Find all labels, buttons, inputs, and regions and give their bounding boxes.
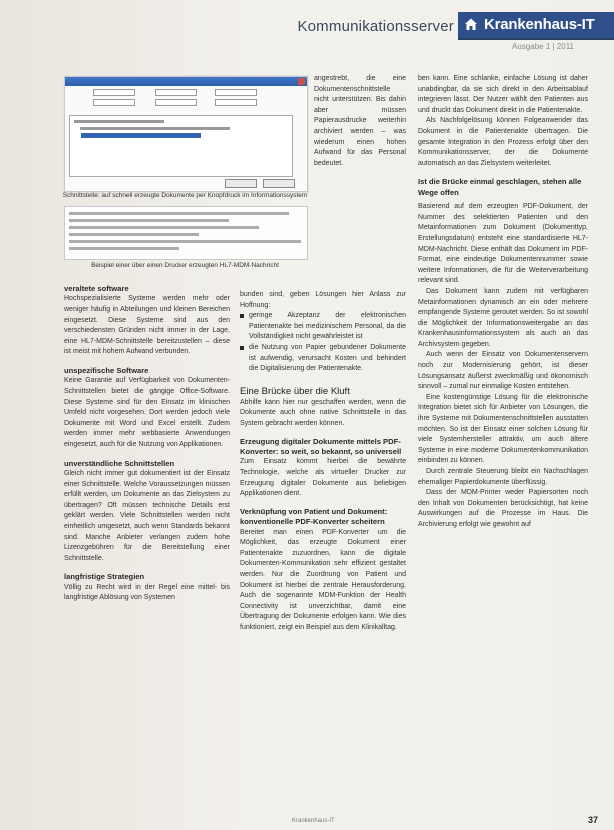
paragraph: Auch wenn der Einsatz von Dokumentenservern noch zur Modernisierung gehört, ist dieser Lösungsansatz äußerst zweckmäßig und ökonomisch sinnvoll – zumal nur einmalige Kosten entstehen. [418,351,588,391]
text-column-3 [418,74,588,531]
text-column-2 [240,290,406,633]
paragraph: Hochspezialisierte Systeme werden mehr oder weniger häufig in Abteilungen und kleinen Bereichen eingesetzt. Diese Systeme sind aus den verschiedensten Gründen nicht immer in der Lage, eine HL7-MDM-Schnittstelle bereitzustellen – diese ist meist mit hohem Aufwand verbunden. [64,295,230,356]
dialog-titlebar [65,77,307,86]
house-icon [464,17,478,31]
dialog-ok-button [225,179,257,188]
section-heading: Eine Brücke über die Kluft [240,385,350,397]
page-header [0,0,614,51]
dialog-cancel-button [263,179,295,188]
magazine-name: Krankenhaus-IT [484,16,595,33]
paragraph: Basierend auf dem erzeugten PDF-Dokument, der Nummer des selektierten Patienten und den Metainformationen zum Dokument (Dokumenttyp, Erstellungsdatum) entsteht eine standardisierte HL7-MDM-Nachricht. Diese enthält das Dokument im PDF-Format, eine eindeutige Dokumentennummer sowie weitere Informationen, die für die Weiterverarbeitung relevant sind. [418,203,588,285]
paragraph: Dass der MDM-Printer weder Papiersorten noch den Inhalt von Dokumenten berücksichtigt, hat keine Auswirkungen auf die Prozesse im Haus. Die Archivierung erfolgt wie gewohnt auf [418,489,588,528]
bullet-item: die Nutzung von Papier gebundener Dokumente ist aufwendig, verursacht Kosten und behindert die Digitalisierung der Patientenakte. [240,343,406,375]
magazine-banner [458,12,614,40]
paragraph: Durch zentrale Steuerung bleibt ein Nachschlagen ehemaliger Papierdokumente überflüssig. [418,468,588,486]
paragraph: Eine kostengünstige Lösung für die elektronische Integration bietet sich für Anbieter von Lösungen, die ihre Systeme mit Dokumentenschnittstellen ausstatten möchten. So ist der Einsatz einer solchen Lösung für viele Systemhersteller attraktiv, um auch ältere Systeme in eine moderne Dokumentenkommunikation einbinden zu können. [418,393,588,465]
subheading: Erzeugung digitaler Dokumente mittels PDF-Konverter: so weit, so bekannt, so universell [240,436,402,456]
dialog-selected-row [81,133,201,138]
paragraph: Völlig zu Recht wird in der Regel eine mittel- bis langfristige Ablösung von Systemen [64,583,230,602]
text-column-1 [64,284,230,604]
dialog-input [93,89,135,96]
paragraph: bunden sind, geben Lösungen hier Anlass zur Hoffnung: [240,291,406,309]
dialog-input [155,89,197,96]
paragraph: Das Dokument kann zudem mit verfügbaren Metainformationen dynamisch an ein oder mehrere empfangende Systeme geroutet werden. So ist sowohl die Möglichkeit der Informationsweitergabe an das Krankenhausinformationssystem als auch an das Archivsystem gegeben. [418,287,588,348]
dialog-input [93,99,135,106]
subheading: Ist die Brücke einmal geschlagen, stehen alle Wege offen [418,177,582,197]
paragraph: Abhilfe kann hier nur geschaffen werden, wenn die Dokumente auch ohne native Schnittstelle in das System gebracht werden können. [240,398,406,427]
close-icon [298,78,305,85]
paragraph: Als Nachfolgelösung können Folgeanwender das Dokument in die Patientenakte übertragen. Die gesamte Integration in den Prozess erfolgt über den Kommunikationsserver, der die Dokumente automatisch an das Zielsystem weiterleitet. [418,117,588,167]
subheading: langfristige Strategien [64,572,145,582]
footer-magazine: Krankenhaus-IT [292,818,335,824]
paragraph: Keine Garantie auf Verfügbarkeit von Dokumenten-Schnittstellen bietet die gängige Office-Software. Diese Systeme sind für den Einsatz im klinischen Umfeld nicht vorgesehen. Dort werden jedoch viele Dokumente mit Word und Excel erstellt. Zudem werden immer mehr webbasierte Anwendungen eingesetzt, auch für die Nutzung von Applikationen. [64,377,230,448]
subheading: Verknüpfung von Patient und Dokument: konventionelle PDF-Konverter scheitern [240,506,388,527]
figure-dialog-screenshot [64,76,308,192]
text-column-2-upper [314,74,406,169]
paragraph: ben kann. Eine schlanke, einfache Lösung ist daher unabdingbar, da sie sich direkt in den Arbeitsablauf integrieren lässt. Der Nutzer wählt den Patienten aus und druckt das Dokument direkt in die Patientenakte. [418,75,588,114]
dialog-input [215,89,257,96]
bullet-item: geringe Akzeptanz der elektronischen Patientenakte bei medizinischem Personal, da die Vollständigkeit nicht gewährleistet ist [240,311,406,343]
subheading: veraltete software [64,284,129,293]
figure2-caption: Beispiel einer über einen Drucker erzeugten HL7-MDM-Nachricht [91,262,279,269]
dialog-tree-list [69,115,293,177]
paragraph: Zum Einsatz kommt hierbei die bewährte Technologie, welche als virtueller Drucker zur Erzeugung digitaler Dokumente aus beliebigen Applikationen dient. [240,458,406,498]
issue-label: Ausgabe 1 | 2011 [512,42,574,51]
dialog-input [215,99,257,106]
paragraph: angestrebt, die eine Dokumentenschnittstelle nicht unterstützen. Bis dahin aber müssen Papierausdrucke weiterhin archiviert werden – was wiederum einen hohen Aufwand für das Personal bedeutet. [314,75,406,167]
page-number: 37 [587,815,598,825]
subheading: unverständliche Schnittstellen [64,458,175,468]
paragraph: Bereitet man einen PDF-Konverter um die Möglichkeit, das erzeugte Dokument einer Patientenakte zuzuordnen, kann die digitale Dokumenten-Kommunikation sehr effizient gestaltet werden. Nur die Zuordnung von Patient und Dokument ist hierbei die zentrale Herausforderung. Auch die sogenannte MDM-Funktion der Health Connectivity ist unverzichtbar, damit eine Übertragung der Dokumente erfolgen kann. Wie dies funktioniert, zeigt ein Beispiel aus dem Klinikalltag. [240,528,406,631]
figure-hl7-message [64,206,308,260]
section-title: Kommunikationsserver [297,18,454,35]
figure1-caption: Schnittstelle: auf schnell erzeugte Dokumente per Knopfdruck im Informationssystem [62,192,308,199]
subheading: unspezifische Software [64,365,149,375]
paragraph: Gleich nicht immer gut dokumentiert ist der Einsatz einer Schnittstelle. Welche Voraussetzungen müssen erfüllt werden, um Dokumente an das Zielsystem zu übertragen? Oft müssen technische Details erst geklärt werden. Viele Schnittstellen werden nicht einheitlich umgesetzt, auch wenn Standards bekannt sind. Manche Anbieter verlangen zudem hohe Lizenzgebühren für die Bereitstellung einer Schnittstelle. [64,469,230,562]
dialog-input [155,99,197,106]
